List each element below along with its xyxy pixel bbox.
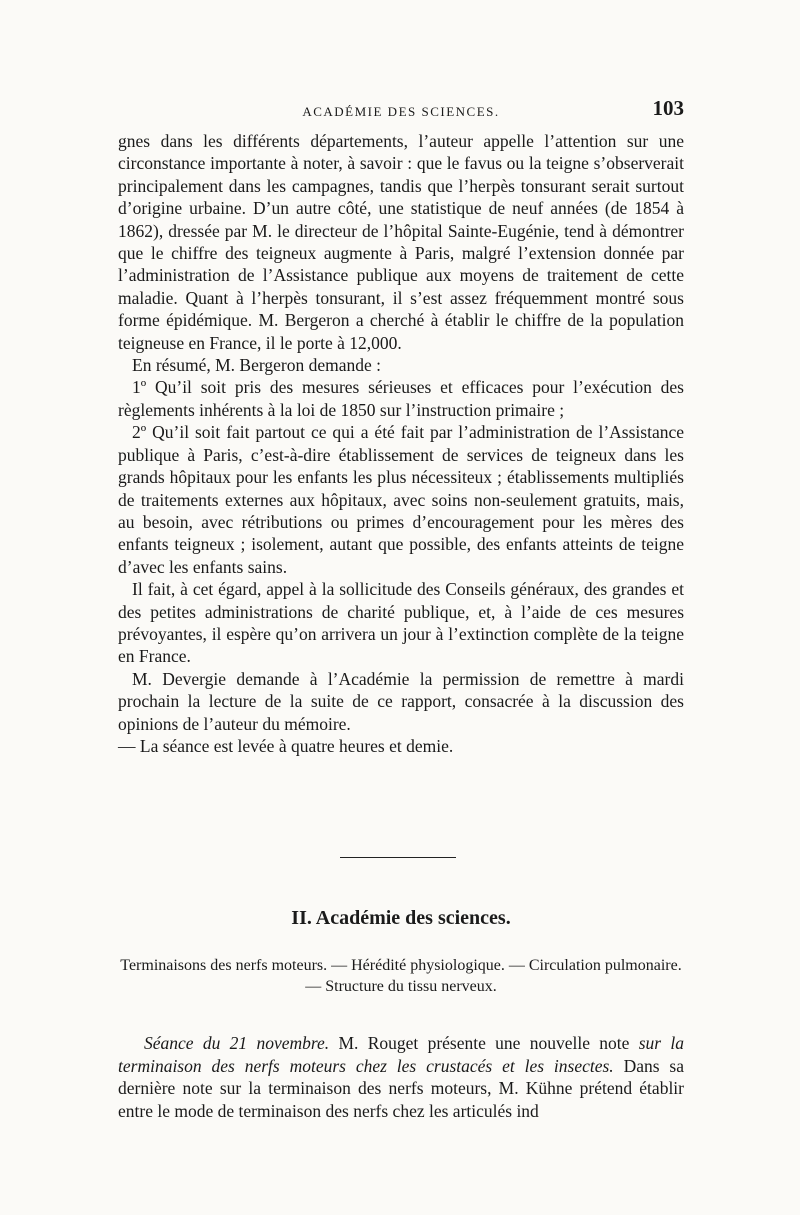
page-number: 103: [652, 96, 684, 120]
session-text-2: Dans sa dernière note sur la terminaison des nerfs moteurs, M. Kühne prétend établir entre le mode de terminaison des nerfs chez les articulés ind: [118, 1055, 684, 1121]
page-header: [118, 96, 684, 126]
session-text-1: M. Rouget présente une nouvelle note: [329, 1033, 639, 1053]
paragraph-devergie: M. Devergie demande à l’Académie la permission de remettre à mardi prochain la lecture de la suite de ce rapport, consacrée à la discussion des opinions de l’auteur du mémoire.: [118, 668, 684, 734]
paragraph-appeal: Il fait, à cet égard, appel à la sollicitude des Conseils généraux, des grandes et des petites administrations de charité publique, et, à l’aide de ces mesures prévoyantes, il espère qu’on arrivera un jour à l’extinction complète de la teigne en France.: [118, 579, 684, 667]
note-title: sur la terminaison des nerfs moteurs chez les crustacés et les insectes.: [118, 1033, 685, 1076]
paragraph-request-2: 2º Qu’il soit fait partout ce qui a été fait par l’administration de l’Assistance publique à Paris, c’est-à-dire établissement de services de teigneux dans les grands hôpitaux pour les enfants les plus nécessiteux ; établissements multipliés de traitements externes aux hôpitaux, avec soins non-seulement gratuits, mais, au besoin, avec rétributions ou primes d’encouragement pour les mères des enfants teigneux ; isolement, autant que possible, des enfants atteints de teigne d’avec les enfants sains.: [118, 422, 684, 577]
session-report: [118, 1032, 684, 1122]
session-date: Séance du 21 novembre.: [144, 1033, 330, 1053]
report-body: [118, 130, 684, 757]
session-paragraph: [118, 1032, 684, 1122]
section-title: II. Académie des sciences.: [291, 907, 511, 929]
paragraph-summary-intro: En résumé, M. Bergeron demande :: [132, 355, 381, 376]
paragraph-session-closed: — La séance est levée à quatre heures et demie.: [118, 735, 454, 756]
section-divider: [340, 857, 456, 858]
section-summary: Terminaisons des nerfs moteurs. — Hérédité physiologique. — Circulation pulmonaire. — Structure du tissu nerveux.: [120, 957, 682, 995]
running-head: ACADÉMIE DES SCIENCES.: [302, 104, 500, 119]
paragraph-request-1: 1º Qu’il soit pris des mesures sérieuses et efficaces pour l’exécution des règlements inhérents à la loi de 1850 sur l’instruction primaire ;: [118, 377, 684, 420]
paragraph-statistics: gnes dans les différents départements, l’auteur appelle l’attention sur une circonstance importante à noter, à savoir : que le favus ou la teigne s’observerait principalement dans les campagnes, tandis que l’herpès tonsurant serait surtout d’origine urbaine. D’un autre côté, une statistique de neuf années (de 1854 à 1862), dressée par M. le directeur de l’hôpital Sainte-Eugénie, tend à démontrer que le chiffre des teigneux augmente à Paris, malgré l’extension donnée par l’administration de l’Assistance publique aux moyens de traitement de cette maladie. Quant à l’herpès tonsurant, il s’est assez fréquemment montré sous forme épidémique. M. Bergeron a cherché à établir le chiffre de la population teigneuse en France, il le porte à 12,000.: [118, 131, 684, 353]
